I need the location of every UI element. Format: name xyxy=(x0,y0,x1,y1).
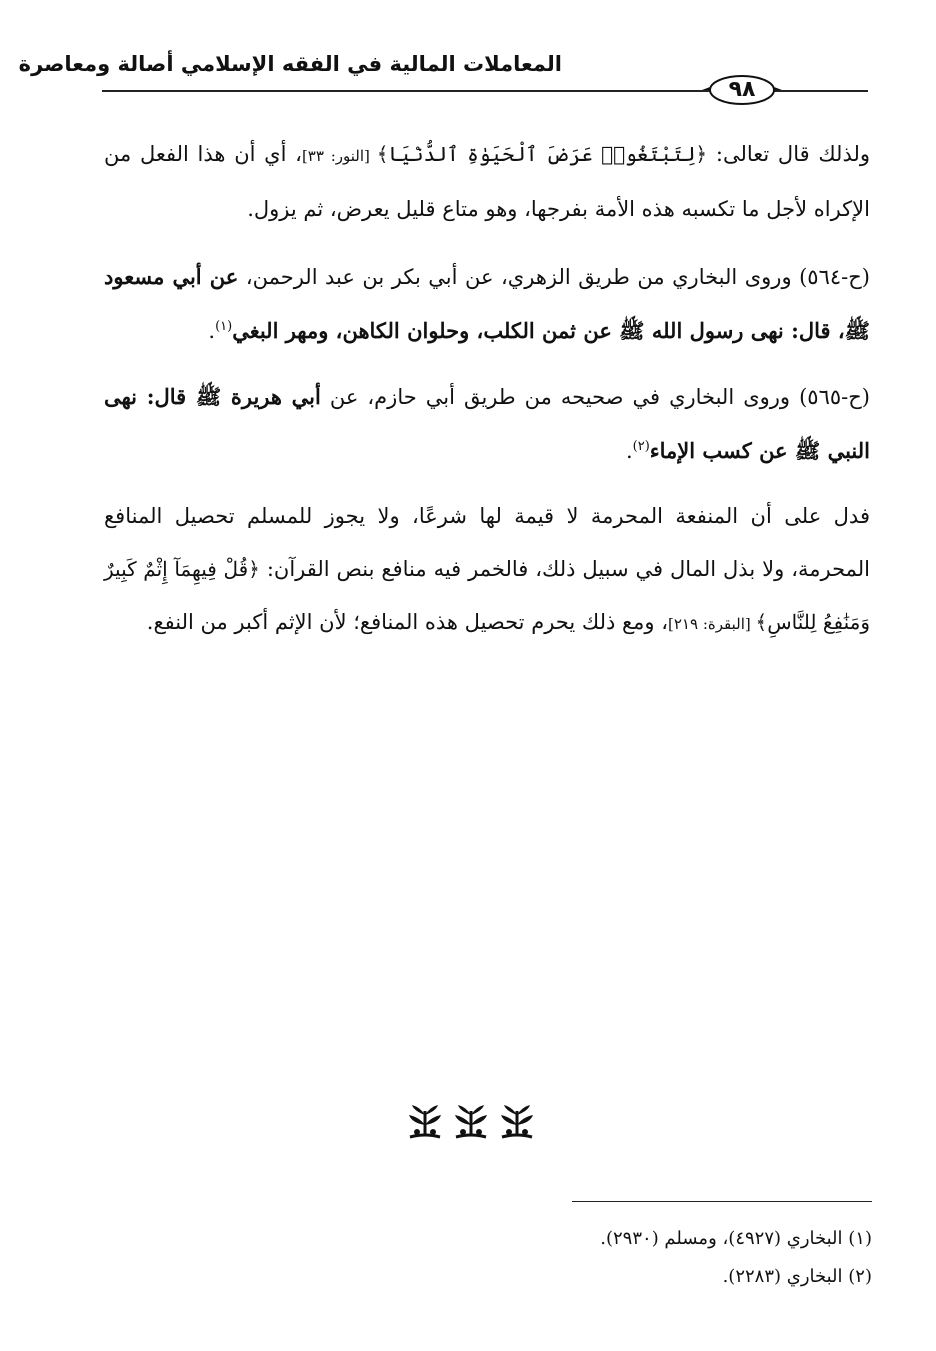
paragraph-1 xyxy=(104,128,870,236)
hadith-565-text: أبي هريرة ﷺ قال: نهى النبي ﷺ عن كسب الإماء xyxy=(104,384,870,463)
verse-reference-2: [البقرة: ٢١٩] xyxy=(668,615,756,633)
quran-verse-2: ﴿قُلْ فِيهِمَآ إِثْمٌ كَبِيرٌ وَمَنَٰفِعُ لِلنَّاسِ﴾ xyxy=(104,557,870,634)
section-ornament xyxy=(406,1103,538,1143)
footnote-separator xyxy=(572,1201,872,1202)
hadith-564-text: عن أبي مسعود ﷺ، قال: نهى رسول الله ﷺ عن ثمن الكلب، وحلوان الكاهن، ومهر البغي xyxy=(104,264,870,343)
hadith-565-lead: (ح-٥٦٥) وروى البخاري في صحيحه من طريق أبي حازم، عن xyxy=(320,385,870,409)
page-number: ٩٨ xyxy=(728,77,756,102)
paragraph-1-lead: ولذلك قال تعالى: xyxy=(707,142,871,166)
hadith-564-lead: (ح-٥٦٤) وروى البخاري من طريق الزهري، عن أبي بكر بن عبد الرحمن، xyxy=(238,265,870,289)
body-text xyxy=(104,128,870,663)
floral-ornament-icon xyxy=(452,1103,490,1143)
floral-ornament-icon xyxy=(406,1103,444,1143)
hadith-564-tail: . xyxy=(208,319,216,343)
paragraph-4-tail: ، ومع ذلك يحرم تحصيل هذه المنافع؛ لأن الإثم أكبر من النفع. xyxy=(146,610,669,634)
paragraph-4-lead: فدل على أن المنفعة المحرمة لا قيمة لها شرعًا، ولا يجوز للمسلم تحصيل المنافع المحرمة، ولا بذل المال في سبيل ذلك، فالخمر فيه منافع بنص القرآن: xyxy=(104,504,870,581)
paragraph-3 xyxy=(104,370,870,478)
paragraph-4 xyxy=(104,490,870,651)
running-header-title: المعاملات المالية في الفقه الإسلامي أصالة ومعاصرة xyxy=(18,52,562,76)
footnotes xyxy=(600,1220,872,1296)
footnote-1: (١) البخاري (٤٩٢٧)، ومسلم (٢٩٣٠). xyxy=(600,1228,872,1249)
paragraph-2 xyxy=(104,250,870,358)
verse-reference-1: [النور: ٣٣] xyxy=(301,147,377,165)
footnote-2: (٢) البخاري (٢٢٨٣). xyxy=(722,1266,872,1287)
hadith-565-tail: . xyxy=(625,439,633,463)
paragraph-1-tail: ، أي أن هذا الفعل من الإكراه لأجل ما تكسبه هذه الأمة بفرجها، وهو متاع قليل يعرض، ثم يزول. xyxy=(104,142,870,221)
page-number-badge xyxy=(702,73,782,107)
quran-verse-1: ﴿لِتَبْتَغُوا۟ عَرَضَ ٱلْحَيَوٰةِ ٱلدُّنْيَا﴾ xyxy=(376,142,708,166)
floral-ornament-icon xyxy=(498,1103,536,1143)
footnote-marker-1[interactable]: (١) xyxy=(215,319,233,334)
footnote-marker-2[interactable]: (٢) xyxy=(632,439,650,454)
